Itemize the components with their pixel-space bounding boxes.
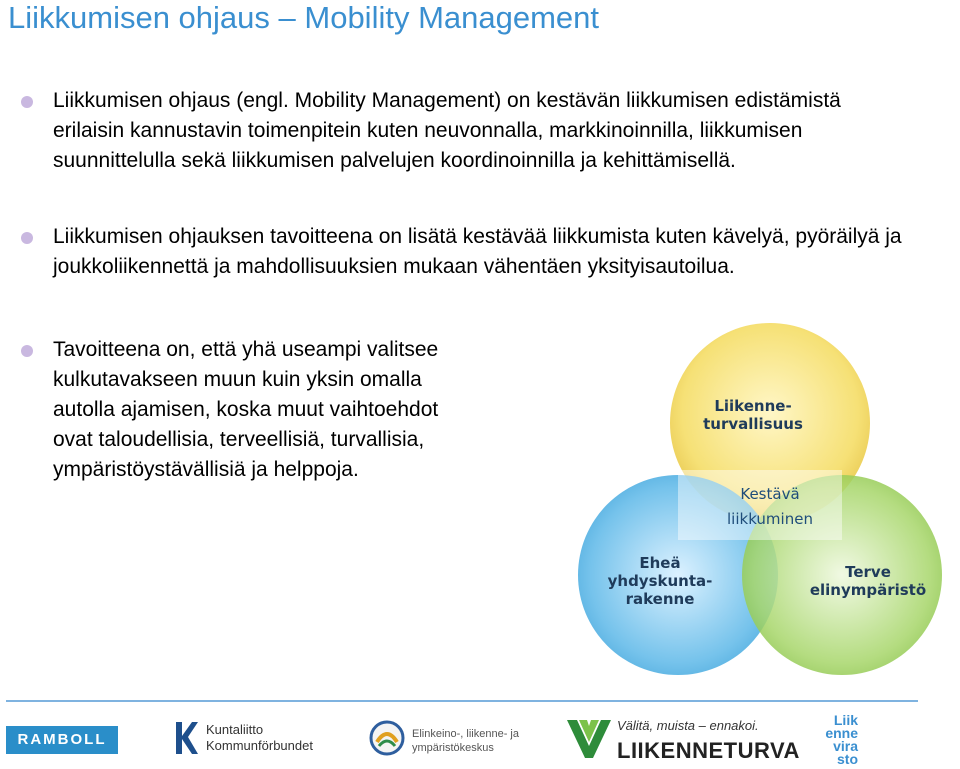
- venn-center-label-1: Kestävä: [740, 485, 800, 503]
- liikennevirasto-word-4: sto: [837, 751, 858, 767]
- bullet-3-text: Tavoitteena on, että yhä useampi valitsee kulkutavakseen muun kuin yksin omalla autolla ajamisen, koska muut vaihtoehdot ovat taloudellisia, terveellisiä, turvallisia, ympäristöystävällisiä ja helppoja.: [53, 338, 439, 481]
- kuntaliitto-logo: [168, 718, 328, 758]
- bullet-dot: [21, 345, 33, 357]
- liikennevirasto-word-3: vira: [833, 738, 858, 754]
- venn-left-label-1: Eheä: [639, 554, 681, 572]
- liikennevirasto-logo: [798, 712, 858, 768]
- venn-center-box: [678, 470, 842, 540]
- venn-right-label-2: elinympäristö: [809, 581, 927, 599]
- kuntaliitto-name-sv: Kommunförbundet: [206, 738, 313, 753]
- ely-icon: [368, 718, 406, 758]
- ramboll-logo: RAMBOLL: [6, 726, 118, 754]
- footer-divider: [6, 700, 918, 702]
- ely-logo: [368, 718, 528, 758]
- bullet-dot: [21, 96, 33, 108]
- kuntaliitto-name-fi: Kuntaliitto: [206, 722, 264, 737]
- liikennevirasto-word-2: enne: [825, 725, 858, 741]
- liikenneturva-logo: [565, 716, 800, 764]
- bullet-1: [53, 86, 913, 176]
- venn-right-label-1: Terve: [845, 563, 891, 581]
- bullet-1-text: Liikkumisen ohjaus (engl. Mobility Management) on kestävän liikkumisen edistämistä erilaisin kannustavin toimenpitein kuten neuvonnalla, markkinoinnilla, liikkumisen suunnittelulla sekä liikkumisen palvelujen koordinoinnilla ja kehittämisellä.: [53, 89, 841, 172]
- bullet-2: [53, 222, 933, 282]
- bullet-3: [53, 335, 483, 485]
- venn-left-label-3: rakenne: [625, 590, 695, 608]
- liikennevirasto-word-1: Liik: [833, 712, 858, 728]
- liikenneturva-slogan: Välitä, muista – ennakoi.: [617, 718, 759, 733]
- slide-title: Liikkumisen ohjaus – Mobility Management: [8, 0, 600, 35]
- bullet-2-text: Liikkumisen ohjauksen tavoitteena on lisätä kestävää liikkumista kuten kävelyä, pyöräilyä ja joukkoliikennettä ja mahdollisuuksien mukaan vähentäen yksityisautoilua.: [53, 225, 902, 278]
- liikenneturva-icon: [565, 716, 613, 762]
- liikenneturva-brand: LIIKENNETURVA: [617, 738, 800, 763]
- ely-name-line2: ympäristökeskus: [412, 742, 494, 754]
- venn-diagram: [570, 320, 960, 690]
- kuntaliitto-icon: [168, 718, 200, 758]
- venn-left-label-2: yhdyskunta-: [607, 572, 713, 590]
- venn-center-label-2: liikkuminen: [727, 510, 813, 528]
- bullet-dot: [21, 232, 33, 244]
- venn-top-label-1: Liikenne-: [714, 397, 792, 415]
- venn-top-label-2: turvallisuus: [703, 415, 803, 433]
- ely-name-line1: Elinkeino-, liikenne- ja: [412, 728, 519, 740]
